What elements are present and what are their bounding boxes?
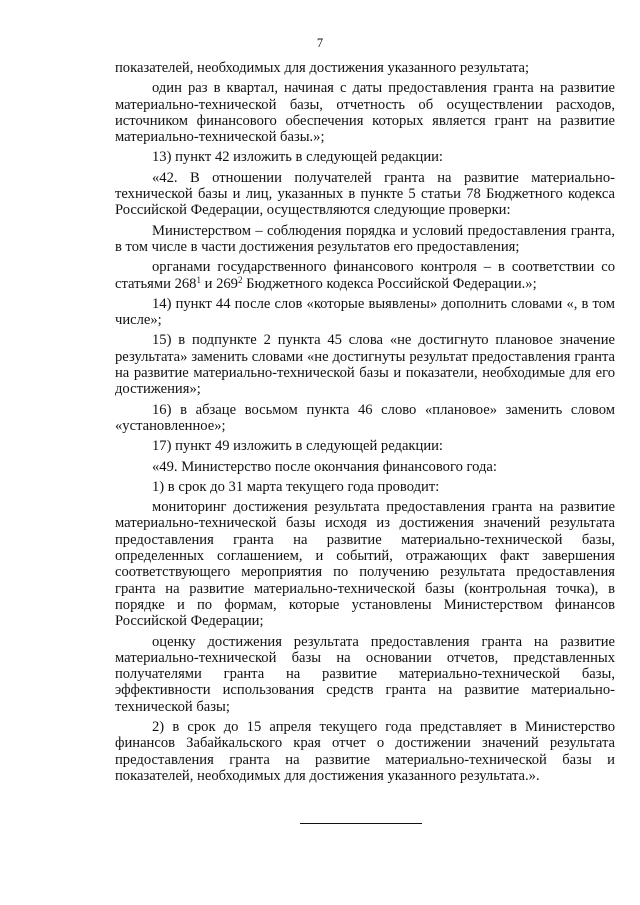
paragraph-8: 15) в подпункте 2 пункта 45 слова «не достигнуто плановое значение результата» заменить словами «не достигнуты результат предоставления гранта на развитие материально-технической базы и показатели, необходимые для его достижения»; (115, 332, 615, 398)
paragraph-1: показателей, необходимых для достижения указанного результата; (115, 60, 530, 76)
superscript-2: 2 (237, 274, 243, 285)
paragraph-4: «42. В отношении получателей гранта на развитие материально-технической базы и лиц, указанных в пункте 5 статьи 78 Бюджетного кодекса Российской Федерации, осуществляются следующие проверки: (115, 169, 615, 219)
paragraph-11: «49. Министерство после окончания финансового года: (152, 458, 497, 475)
paragraph-12: 1) в срок до 31 марта текущего года проводит: (152, 478, 440, 495)
paragraph-9: 16) в абзаце восьмом пункта 46 слово «плановое» заменить словом «установленное»; (115, 401, 615, 434)
page-number: 7 (316, 36, 324, 50)
paragraph-15: 2) в срок до 15 апреля текущего года представляет в Министерство финансов Забайкальского края отчет о достижении значений результата предоставления гранта на развитие материально-технической базы и показателей, необходимых для достижения указанного результата.». (115, 718, 615, 784)
paragraph-2: один раз в квартал, начиная с даты предоставления гранта на развитие материально-технической базы, отчетность об осуществлении расходов, источником финансового обеспечения которых является грант на развитие материально-технической базы.»; (115, 80, 615, 146)
paragraph-6-text-c: Бюджетного кодекса Российской Федерации.»; (242, 275, 537, 292)
paragraph-10: 17) пункт 49 изложить в следующей редакции: (152, 438, 443, 455)
document-body (115, 60, 615, 788)
paragraph-3: 13) пункт 42 изложить в следующей редакции: (152, 149, 443, 166)
paragraph-6-text-b: и 269 (200, 275, 238, 292)
paragraph-14: оценку достижения результата предоставления гранта на развитие материально-технической базы на основании отчетов, представленных получателями гранта на развитие материально-технической базы, эффективности использования средств гранта на развитие материально-технической базы; (115, 633, 615, 715)
superscript-1: 1 (196, 274, 201, 285)
paragraph-7: 14) пункт 44 после слов «которые выявлены» дополнить словами «, в том числе»; (115, 295, 615, 329)
paragraph-6 (115, 259, 615, 292)
paragraph-6-text-a: органами государственного финансового контроля – в соответствии со статьями 268 (115, 259, 615, 292)
end-separator-line (300, 823, 422, 824)
paragraph-13: мониторинг достижения результата предоставления гранта на развитие материально-технической базы исходя из достижения значений результата предоставления гранта на развитие материально-технической базы, определенных соглашением, и событий, отражающих факт завершения соответствующего мероприятия по получению результата предоставления гранта на развитие материально-технической базы (контрольная точка), в порядке и по формам, которые установлены Министерством финансов Российской Федерации; (115, 499, 615, 630)
paragraph-5: Министерством – соблюдения порядка и условий предоставления гранта, в том числе в части достижения результатов его предоставления; (115, 222, 615, 255)
